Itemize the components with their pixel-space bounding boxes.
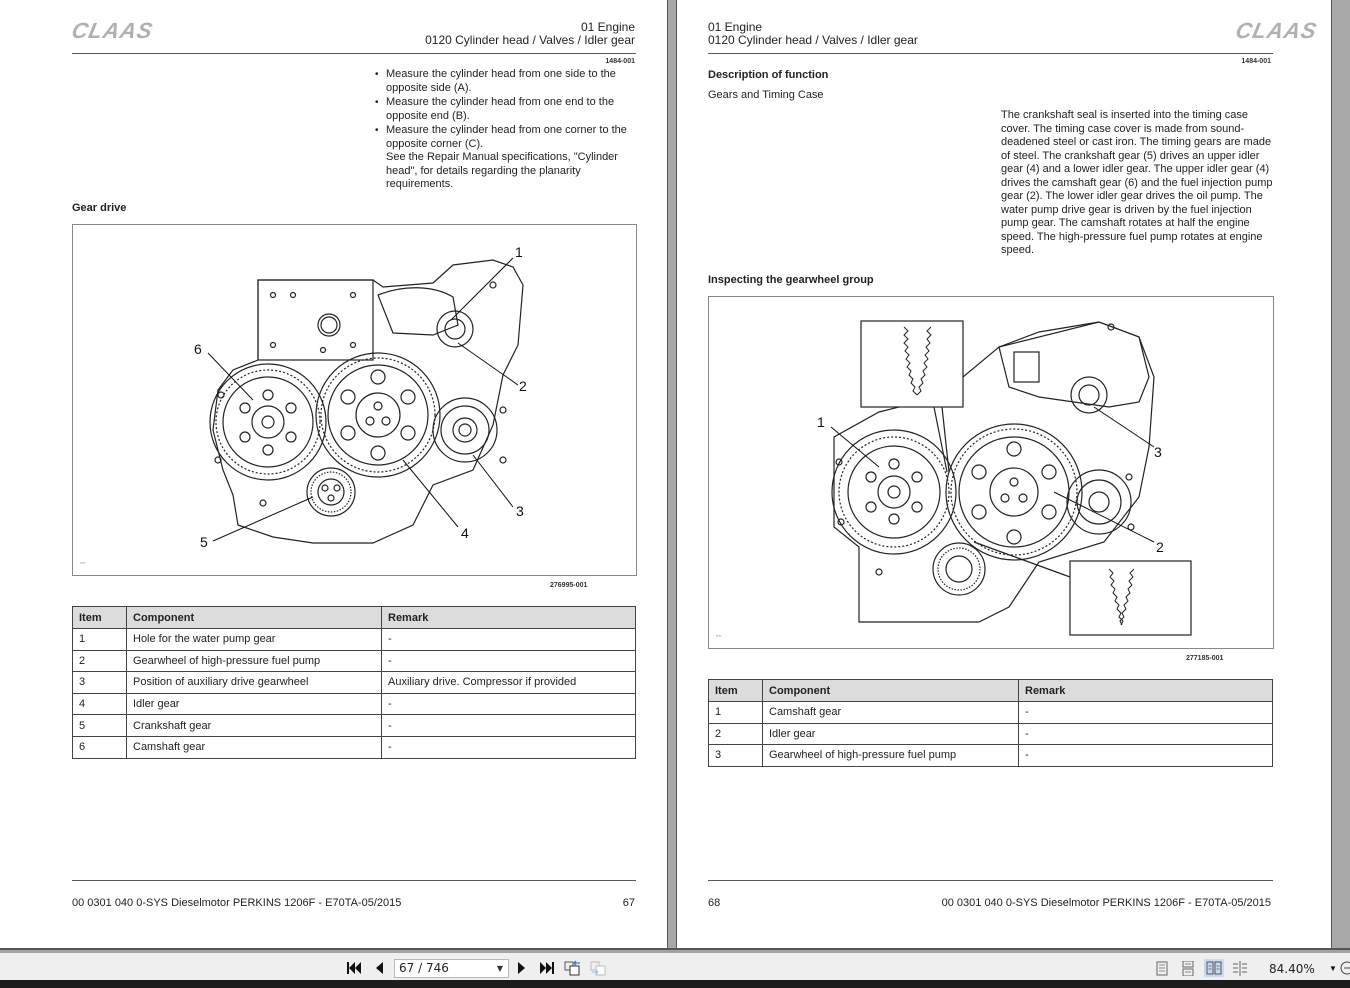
header-section: 0120 Cylinder head / Valves / Idler gear (708, 33, 918, 47)
col-item: Item (73, 607, 127, 629)
table-row (73, 650, 636, 672)
cell-remark: - (382, 715, 636, 737)
cell-component: Camshaft gear (763, 702, 1019, 724)
figure-id-mark: ▪▪▪▪ (716, 633, 722, 638)
cell-remark: - (1019, 745, 1273, 767)
previous-page-button[interactable] (372, 960, 386, 976)
previous-page-icon (374, 961, 384, 975)
header-chapter: 01 Engine (580, 20, 635, 34)
callout-4: 4 (461, 525, 469, 541)
callout-3: 3 (516, 503, 524, 519)
single-page-icon (1156, 961, 1168, 976)
function-description: The crankshaft seal is inserted into the timing case cover. The timing case cover is made from sound-deadened steel or cast iron. The timing gears are made of steel. The crankshaft gear (5) drives an upper idler gear (4) and a lower idler gear. The upper idler gear (4) drives the camshaft gear (6) and the fuel injection pump gear (2). The lower idler gear drives the oil pump. The water pump drive gear is driven by the fuel injection pump gear. The camshaft rotates at half the engine speed. The high-pressure fuel pump rotates at engine speed. (1001, 109, 1273, 256)
callout-3: 3 (1154, 444, 1162, 460)
cell-remark: - (1019, 702, 1273, 724)
col-item: Item (709, 680, 763, 702)
next-view-button[interactable] (589, 960, 609, 976)
col-component: Component (127, 607, 382, 629)
vertical-scrollbar[interactable] (1332, 0, 1350, 950)
callout-1: 1 (515, 244, 523, 260)
page-indicator: 67 / 746 (399, 961, 449, 975)
components-table (708, 679, 1273, 767)
cell-remark: - (382, 736, 636, 758)
cell-item: 2 (73, 650, 127, 672)
callout-5: 5 (200, 534, 208, 550)
page-dropdown-icon[interactable]: ▼ (496, 964, 503, 973)
zoom-level[interactable]: 84.40% (1269, 962, 1315, 976)
bullet-note: See the Repair Manual specifications, "Cylinder head", for details regarding the planarity requirements. (386, 151, 618, 190)
figure-reference: 277185-001 (1186, 655, 1224, 662)
continuous-facing-icon (1232, 961, 1248, 976)
figure-id-mark: ▪▪▪▪ (80, 560, 86, 565)
taskbar-strip (0, 980, 1350, 988)
cell-component: Gearwheel of high-pressure fuel pump (763, 745, 1019, 767)
table-row (73, 629, 636, 651)
cell-component: Idler gear (127, 693, 382, 715)
callout-1: 1 (817, 414, 825, 430)
section-heading: Gear drive (72, 202, 127, 214)
doc-number: 1484-001 (1241, 58, 1271, 65)
last-page-icon (539, 961, 555, 975)
callout-2: 2 (519, 378, 527, 394)
navigation-toolbar (0, 950, 1350, 980)
page-header (425, 21, 635, 47)
header-divider (72, 53, 636, 54)
zoom-out-icon (1340, 961, 1350, 975)
first-page-button[interactable] (345, 960, 363, 976)
function-subheading: Gears and Timing Case (708, 89, 824, 101)
first-page-icon (346, 961, 362, 975)
table-row (709, 702, 1273, 724)
section-heading: Inspecting the gearwheel group (708, 274, 874, 286)
bullet-item: • Measure the cylinder head from one side to the opposite side (A). (375, 68, 637, 95)
bullet-item: • Measure the cylinder head from one end to the opposite end (B). (375, 96, 637, 123)
facing-view-button[interactable] (1204, 959, 1224, 977)
col-remark: Remark (382, 607, 636, 629)
cell-item: 3 (709, 745, 763, 767)
next-page-icon (517, 961, 527, 975)
footer-divider (708, 880, 1273, 881)
cell-remark: - (1019, 723, 1273, 745)
cell-component: Gearwheel of high-pressure fuel pump (127, 650, 382, 672)
cell-component: Camshaft gear (127, 736, 382, 758)
header-section: 0120 Cylinder head / Valves / Idler gear (425, 33, 635, 47)
gearwheel-illustration (709, 297, 1274, 649)
zoom-dropdown-button[interactable] (1328, 960, 1338, 976)
cell-component: Idler gear (763, 723, 1019, 745)
gear-drive-illustration (73, 225, 637, 576)
table-row (73, 672, 636, 694)
previous-view-icon (564, 960, 582, 976)
previous-view-button[interactable] (563, 960, 583, 976)
cell-item: 6 (73, 736, 127, 758)
cell-remark: - (382, 650, 636, 672)
footer-divider (72, 880, 636, 881)
table-row (73, 715, 636, 737)
claas-logo: CLAAS (69, 18, 156, 43)
cell-item: 4 (73, 693, 127, 715)
footer-doc-title: 00 0301 040 0-SYS Dieselmotor PERKINS 1206F - E70TA-05/2015 (941, 897, 1271, 909)
page-header (708, 21, 918, 47)
callout-6: 6 (194, 341, 202, 357)
measurement-steps (375, 68, 637, 193)
table-row (73, 736, 636, 758)
function-heading: Description of function (708, 69, 829, 81)
zoom-out-button[interactable] (1340, 960, 1350, 976)
doc-number: 1484-001 (605, 58, 635, 65)
callout-2: 2 (1156, 539, 1164, 555)
footer-page-number: 67 (622, 897, 635, 909)
facing-pages-icon (1206, 961, 1222, 975)
cell-component: Crankshaft gear (127, 715, 382, 737)
table-header-row (73, 607, 636, 629)
page-number-input[interactable] (394, 959, 509, 978)
table-row (709, 745, 1273, 767)
footer-doc-title: 00 0301 040 0-SYS Dieselmotor PERKINS 1206F - E70TA-05/2015 (72, 897, 402, 909)
continuous-facing-view-button[interactable] (1230, 959, 1250, 977)
cell-component: Hole for the water pump gear (127, 629, 382, 651)
chevron-down-icon: ▼ (1329, 963, 1337, 973)
continuous-view-button[interactable] (1178, 959, 1198, 977)
cell-remark: - (382, 629, 636, 651)
table-row (73, 693, 636, 715)
continuous-page-icon (1182, 961, 1194, 976)
cell-remark: - (382, 693, 636, 715)
claas-logo: CLAAS (1233, 18, 1320, 43)
cell-item: 1 (73, 629, 127, 651)
single-page-view-button[interactable] (1152, 959, 1172, 977)
components-table (72, 606, 636, 759)
cell-remark: Auxiliary drive. Compressor if provided (382, 672, 636, 694)
table-header-row (709, 680, 1273, 702)
cell-component: Position of auxiliary drive gearwheel (127, 672, 382, 694)
gearwheel-inspection-figure (708, 296, 1274, 649)
header-chapter: 01 Engine (708, 20, 763, 34)
table-row (709, 723, 1273, 745)
bullet-item: • Measure the cylinder head from one corner to the opposite corner (C). (375, 124, 637, 151)
col-remark: Remark (1019, 680, 1273, 702)
cell-item: 2 (709, 723, 763, 745)
page-68 (676, 0, 1332, 948)
last-page-button[interactable] (538, 960, 556, 976)
figure-reference: 276995-001 (550, 582, 588, 589)
cell-item: 5 (73, 715, 127, 737)
col-component: Component (763, 680, 1019, 702)
header-divider (708, 53, 1273, 54)
cell-item: 3 (73, 672, 127, 694)
next-page-button[interactable] (515, 960, 529, 976)
next-view-icon (590, 960, 608, 976)
page-67 (0, 0, 668, 948)
footer-page-number: 68 (708, 897, 721, 909)
cell-item: 1 (709, 702, 763, 724)
gear-drive-figure (72, 224, 637, 576)
